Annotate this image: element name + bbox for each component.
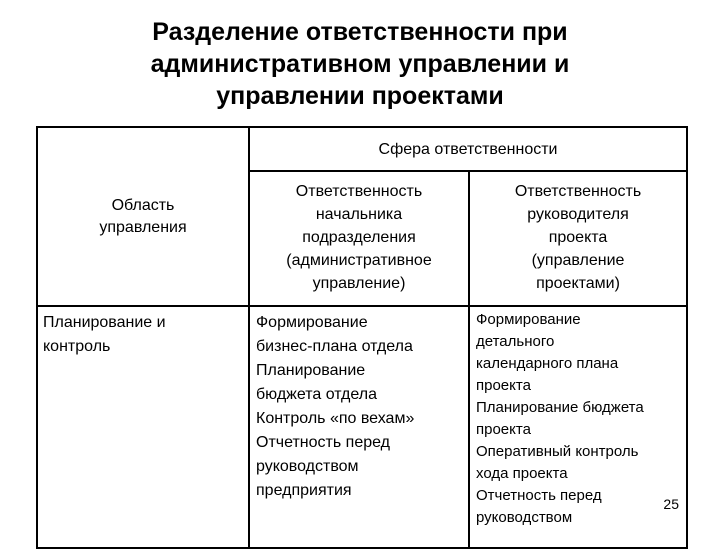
area-header-line-1: Область [111, 196, 175, 214]
admin-item-line: бюджета отдела [256, 386, 377, 403]
slide-title-line-2: административном управлении и [150, 50, 570, 78]
area-header-line-2: управления [99, 218, 187, 236]
project-responsibility-cell [469, 306, 687, 548]
project-item-line: детального [476, 333, 555, 350]
slide-title [0, 16, 720, 112]
project-header-cell [469, 171, 687, 306]
project-item-line: Оперативный контроль [476, 443, 639, 460]
admin-item-line: Отчетность перед [256, 434, 390, 451]
admin-item-line: Планирование [256, 362, 366, 379]
area-planning-line-2: контроль [43, 338, 111, 355]
admin-header-line-5: управление) [312, 275, 406, 292]
project-item-line: Формирование [476, 311, 581, 328]
admin-item-line: Формирование [256, 314, 368, 331]
project-header-line-2: руководителя [527, 206, 629, 223]
page-number: 25 [663, 496, 679, 512]
admin-header-line-4: (административное [286, 252, 432, 269]
project-header-line-5: проектами) [536, 275, 620, 292]
project-item-line: проекта [476, 377, 531, 394]
project-item-line: проекта [476, 421, 531, 438]
project-header-line-1: Ответственность [514, 183, 642, 200]
sphere-header-cell [249, 127, 687, 171]
responsibility-table [36, 126, 688, 549]
project-item-line: хода проекта [476, 465, 568, 482]
area-header-cell [37, 127, 249, 306]
admin-header-line-1: Ответственность [295, 183, 423, 200]
area-planning-line-1: Планирование и [43, 314, 166, 331]
slide-title-line-3: управлении проектами [216, 82, 504, 110]
admin-header-line-3: подразделения [302, 229, 416, 246]
admin-header-line-2: начальника [315, 206, 403, 223]
project-item-line: календарного плана [476, 355, 619, 372]
project-item-line: Планирование бюджета [476, 399, 644, 416]
project-item-line: руководством [476, 509, 573, 526]
admin-item-line: бизнес-плана отдела [256, 338, 413, 355]
admin-item-line: руководством [256, 458, 359, 475]
admin-item-line: Контроль «по вехам» [256, 410, 415, 427]
project-header-line-3: проекта [548, 229, 608, 246]
project-item-line: Отчетность перед [476, 487, 602, 504]
admin-responsibility-cell [249, 306, 469, 548]
admin-header-cell [249, 171, 469, 306]
area-planning-cell [37, 306, 249, 548]
slide-title-line-1: Разделение ответственности при [152, 18, 568, 46]
sphere-header-label: Сфера ответственности [378, 141, 558, 158]
project-header-line-4: (управление [531, 252, 625, 269]
admin-item-line: предприятия [256, 482, 352, 499]
